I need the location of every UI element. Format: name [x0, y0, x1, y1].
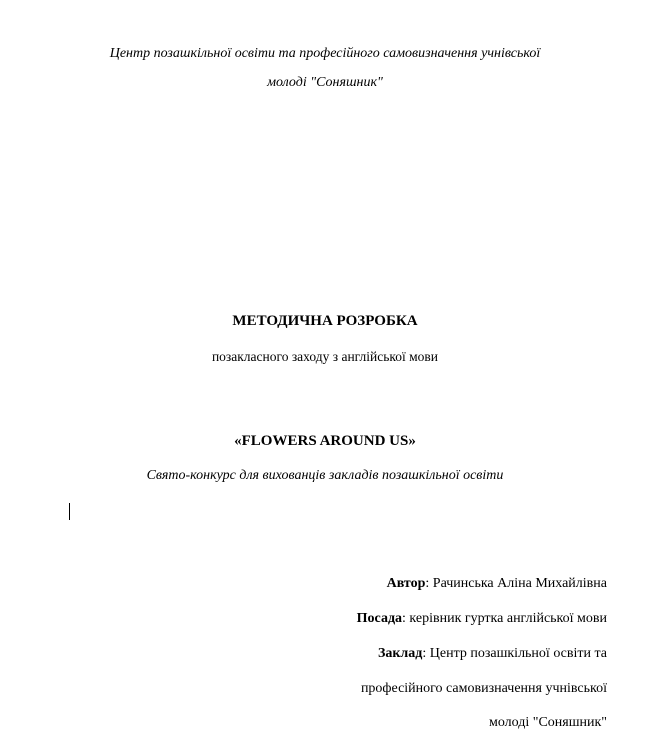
institution-label: Заклад [377, 646, 423, 661]
author-value: : Рачинська Аліна Михайлівна [425, 576, 607, 591]
event-title: «FLOWERS AROUND US» [234, 433, 416, 449]
institution-header-line-1: Центр позашкільної освіти та професійного самовизначення учнівської [109, 46, 541, 61]
author-line [387, 576, 607, 592]
institution-line-2: професійного самовизначення учнівської [360, 681, 607, 696]
event-description: Свято-конкурс для вихованців закладів позашкільної освіти [146, 468, 504, 483]
document-title: МЕТОДИЧНА РОЗРОБКА [232, 313, 418, 329]
position-line [357, 611, 607, 627]
institution-value: : Центр позашкільної освіти та [422, 646, 607, 661]
institution-line [378, 646, 607, 662]
position-label: Посада [356, 611, 403, 626]
position-value: : керівник гуртка англійської мови [402, 611, 607, 626]
author-label: Автор [386, 576, 426, 591]
institution-header-line-2: молоді "Соняшник" [267, 75, 383, 90]
text-cursor[interactable] [69, 503, 70, 520]
institution-line-3: молоді "Соняшник" [488, 715, 607, 730]
document-subtitle: позакласного заходу з англійської мови [211, 349, 439, 364]
